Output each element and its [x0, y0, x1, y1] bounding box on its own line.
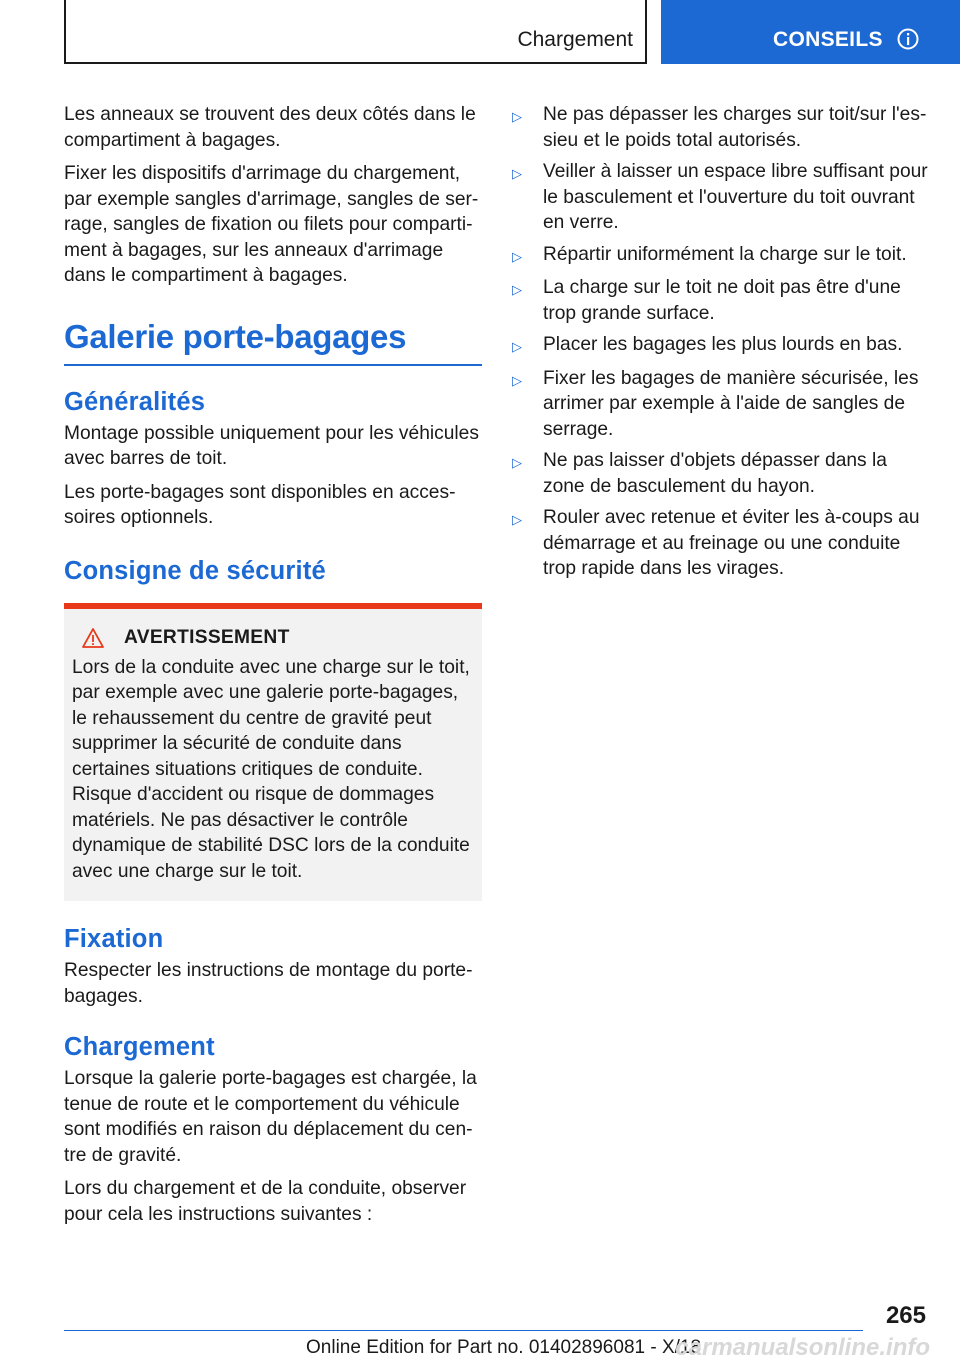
list-item: [510, 366, 930, 443]
bullet-triangle-icon: ▷: [512, 282, 522, 297]
general-paragraph-1: Montage possible uniquement pour les véhicules avec barres de toit.: [64, 422, 479, 469]
bullet-triangle-icon: ▷: [512, 372, 522, 388]
list-item-text: Répartir uniformément la charge sur le toit.: [543, 243, 907, 265]
list-item: [510, 275, 930, 326]
bullet-triangle-icon: ▷: [512, 455, 522, 470]
warning-triangle-icon: [82, 627, 104, 649]
warning-text: Lors de la conduite avec une charge sur le toit, par exemple avec une galerie porte-bagages, le rehaussement du centre de gravité peut supprimer la sécurité de conduite dans certaines situations critiques de conduite. Risque d'accident ou risque de dommages matériels. Ne pas désactiver le contrôle dynamique de stabilité DSC lors de la conduite avec une charge sur le toit.: [72, 656, 470, 882]
list-item: [510, 448, 930, 499]
info-circle-icon: [897, 28, 919, 50]
general-paragraph-2: Les porte-bagages sont disponibles en accessoires optionnels.: [64, 481, 456, 528]
bullet-triangle-icon: ▷: [512, 166, 522, 181]
intro-paragraph-1: Les anneaux se trouvent des deux côtés dans le compartiment à bagages.: [64, 104, 476, 151]
list-item-text: Veiller à laisser un espace libre suffisant pour le basculement et l'ouverture du toit ouvrant en verre.: [543, 161, 928, 233]
list-item-text: Placer les bagages les plus lourds en bas.: [543, 334, 903, 355]
list-item: [510, 159, 930, 236]
list-item: [510, 505, 930, 582]
list-item-text: Rouler avec retenue et éviter les à-coups au démarrage et au freinage ou une conduite trop rapide dans les virages.: [543, 507, 920, 579]
list-item: [510, 242, 930, 270]
loading-paragraph-1: Lorsque la galerie porte-bagages est chargée, la tenue de route et le comportement du véhicule sont modifiés en raison du déplacement du centre de gravité.: [64, 1068, 477, 1166]
warning-box: [64, 603, 482, 902]
heading-fixation: Fixation: [64, 925, 164, 953]
list-item-text: La charge sur le toit ne doit pas être d'une trop grande surface.: [543, 277, 901, 324]
tab-label: CONSEILS: [773, 28, 883, 51]
list-item-text: Ne pas dépasser les charges sur toit/sur l'essieu et le poids total autorisés.: [543, 104, 927, 151]
page-title: Galerie porte-bagages: [64, 318, 482, 366]
watermark: carmanualsonline.info: [675, 1334, 930, 1361]
heading-general: Généralités: [64, 387, 206, 416]
bullet-triangle-icon: ▷: [512, 339, 522, 354]
page-number: 265: [885, 1302, 926, 1329]
fixation-paragraph: Respecter les instructions de montage du porte-bagages.: [64, 960, 473, 1007]
right-column: [510, 102, 930, 588]
heading-safety: Consigne de sécurité: [64, 556, 326, 585]
list-item-text: Ne pas laisser d'objets dépasser dans la zone de basculement du hayon.: [543, 450, 887, 497]
section-title: Chargement: [517, 28, 633, 51]
intro-paragraph-2: Fixer les dispositifs d'arrimage du chargement, par exemple sangles d'arrimage, sangles de serrage, sangles de fixation ou filets pour compartiment à bagages, sur les anneaux d'arrimage dans le compartiment à bagages.: [64, 163, 479, 286]
list-item-text: Fixer les bagages de manière sécurisée, les arrimer par exemple à l'aide de sangles de serrage.: [543, 367, 919, 440]
bullet-triangle-icon: ▷: [512, 109, 522, 124]
header-section-box: [64, 0, 647, 64]
list-item: [510, 332, 930, 360]
left-column: [64, 102, 482, 1235]
loading-paragraph-2: Lors du chargement et de la conduite, observer pour cela les instructions suivantes :: [64, 1178, 467, 1225]
bullet-triangle-icon: ▷: [512, 512, 522, 527]
header-tab-conseils[interactable]: [661, 0, 960, 64]
list-item: [510, 102, 930, 153]
bullet-triangle-icon: ▷: [512, 248, 522, 264]
heading-loading: Chargement: [64, 1033, 215, 1061]
warning-header: [72, 627, 474, 649]
warning-title: AVERTISSEMENT: [124, 626, 290, 648]
instructions-list: [510, 102, 930, 582]
footer-edition: Online Edition for Part no. 01402896081 - X/18: [306, 1337, 702, 1358]
footer-divider: [64, 1330, 863, 1331]
